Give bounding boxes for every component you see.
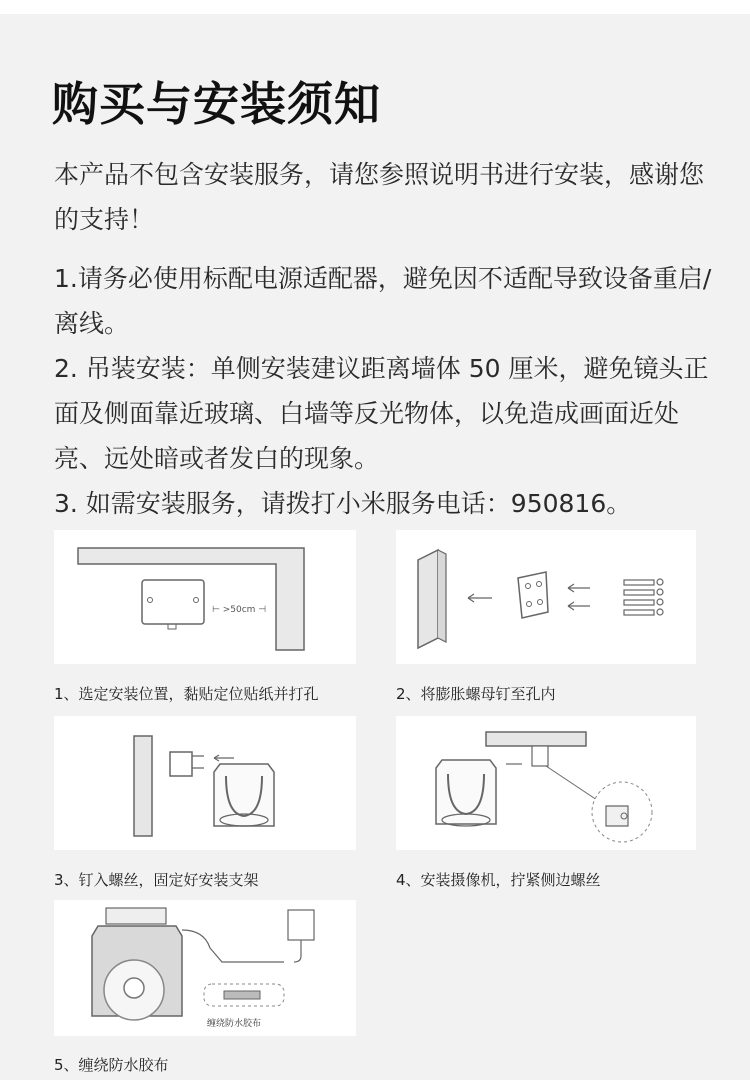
intro-text: 本产品不包含安装服务，请您参照说明书进行安装，感谢您的支持！	[54, 160, 705, 234]
note-item: 2. 吊装安装：单侧安装建议距离墙体 50 厘米，避免镜头正面及侧面靠近玻璃、白墙等反光物体，以免造成画面近处亮、远处暗或者发白的现象。	[54, 354, 709, 473]
distance-label: ⊢ >50cm ⊣	[212, 605, 267, 615]
top-strip	[0, 0, 750, 14]
step-5-caption: 5、缠绕防水胶布	[54, 1056, 169, 1074]
note-item: 1.请务必使用标配电源适配器，避免因不适配导致设备重启/离线。	[54, 264, 712, 338]
step-1-caption: 1、选定安装位置，黏贴定位贴纸并打孔	[54, 685, 319, 703]
step-4-caption: 4、安装摄像机，拧紧侧边螺丝	[396, 871, 601, 889]
page-title: 购买与安装须知	[52, 77, 381, 131]
step-2-caption: 2、将膨胀螺母钉至孔内	[396, 685, 556, 703]
step-3-caption: 3、钉入螺丝，固定好安装支架	[54, 871, 259, 889]
note-item: 3. 如需安装服务，请拨打小米服务电话：950816。	[54, 489, 632, 518]
waterproof-tape-label: 缠绕防水胶布	[207, 1019, 262, 1029]
step-3-illustration	[54, 716, 356, 850]
step-2-illustration	[396, 530, 696, 664]
notes-list	[54, 256, 724, 526]
step-1-illustration	[54, 530, 356, 664]
step-5-illustration	[54, 900, 356, 1036]
step-4-illustration	[396, 716, 696, 850]
